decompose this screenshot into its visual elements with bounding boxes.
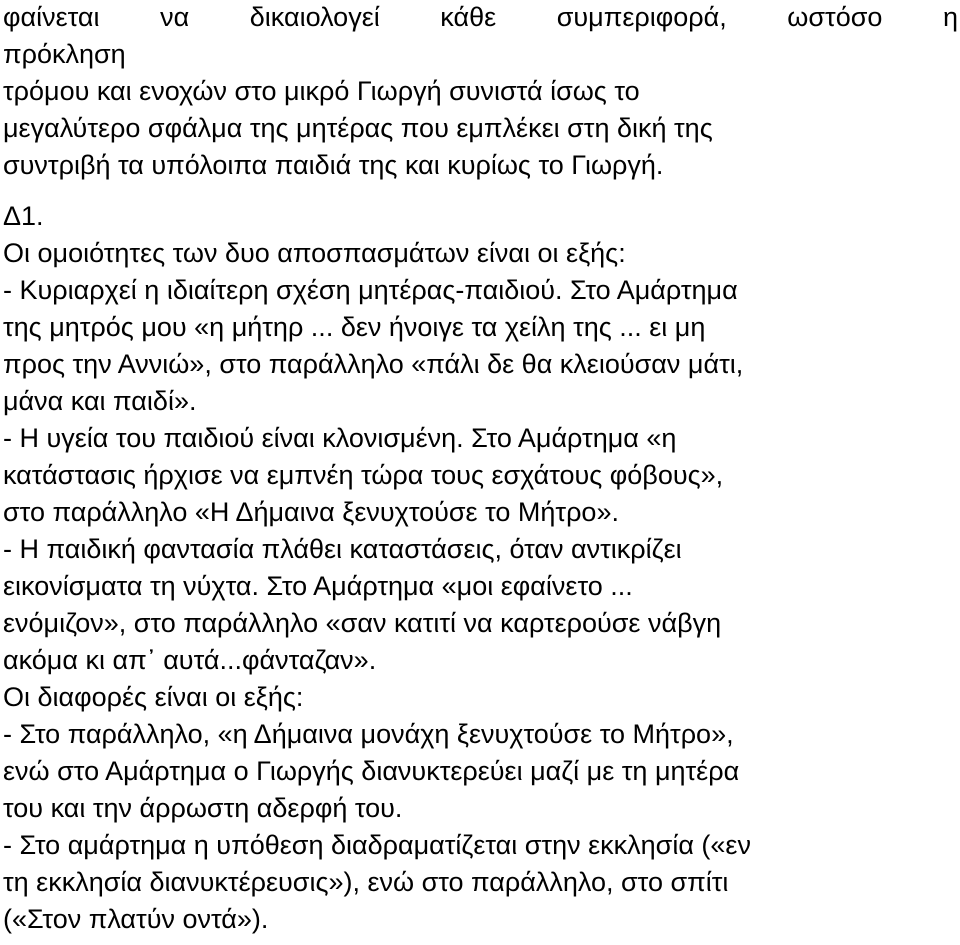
differences-line: - Στο παράλληλο, «η Δήμαινα μονάχη ξενυχτούσε το Μήτρο», (3, 719, 734, 749)
similarities-line: - Κυριαρχεί η ιδιαίτερη σχέση μητέρας-παιδιού. Στο Αμάρτημα (3, 275, 738, 305)
word: συμπεριφορά, (556, 2, 727, 32)
differences-line: του και την άρρωστη αδερφή του. (3, 793, 403, 823)
similarities-line: εικονίσματα τη νύχτα. Στο Αμάρτημα «μοι εφαίνετο ... (3, 571, 633, 601)
word: ωστόσο (787, 2, 883, 32)
similarities-line: ενόμιζον», στο παράλληλο «σαν κατιτί να καρτερούσε νάβγη (3, 608, 722, 638)
similarities-heading: Οι ομοιότητες των δυο αποσπασμάτων είναι οι εξής: (3, 238, 626, 268)
similarities-line: της μητρός μου «η μήτηρ ... δεν ήνοιγε τα χείλη της ... ει μη (3, 312, 706, 342)
intro-line-3: τρόμου και ενοχών στο μικρό Γιωργή συνιστά ίσως το (3, 76, 640, 106)
intro-line-5: συντριβή τα υπόλοιπα παιδιά της και κυρίως το Γιωργή. (3, 150, 664, 180)
similarities-line: ακόμα κι απ᾽ αυτά...φάνταζαν». (3, 645, 377, 675)
differences-line: - Στο αμάρτημα η υπόθεση διαδραματίζεται στην εκκλησία («εν (3, 830, 751, 860)
section-heading: Δ1. (3, 201, 44, 231)
intro-line-4: μεγαλύτερο σφάλμα της μητέρας που εμπλέκει στη δική της (3, 113, 713, 143)
word: φαίνεται (3, 2, 100, 32)
differences-line: («Στον πλατύν οντά»). (3, 904, 269, 934)
similarities-line: - Η παιδική φαντασία πλάθει καταστάσεις, όταν αντικρίζει (3, 534, 682, 564)
intro-line-1 (3, 0, 958, 36)
similarities-line: κατάστασις ήρχισε να εμπνέη τώρα τους εσχάτους φόβους», (3, 460, 724, 490)
similarities-line: - Η υγεία του παιδιού είναι κλονισμένη. Στο Αμάρτημα «η (3, 423, 677, 453)
document-page (3, 0, 958, 938)
word: η (942, 2, 958, 32)
similarities-line: στο παράλληλο «Η Δήμαινα ξενυχτούσε το Μήτρο». (3, 497, 619, 527)
differences-line: τη εκκλησία διανυκτέρευσις»), ενώ στο παράλληλο, στο σπίτι (3, 867, 729, 897)
word: να (160, 2, 190, 32)
differences-heading: Οι διαφορές είναι οι εξής: (3, 682, 304, 712)
differences-line: ενώ στο Αμάρτημα ο Γιωργής διανυκτερεύει μαζί με τη μητέρα (3, 756, 740, 786)
word: κάθε (440, 2, 497, 32)
intro-line-2: πρόκληση (3, 39, 126, 69)
similarities-line: προς την Αννιώ», στο παράλληλο «πάλι δε θα κλειούσαν μάτι, (3, 349, 744, 379)
word: δικαιολογεί (249, 2, 380, 32)
similarities-line: μάνα και παιδί». (3, 386, 197, 416)
